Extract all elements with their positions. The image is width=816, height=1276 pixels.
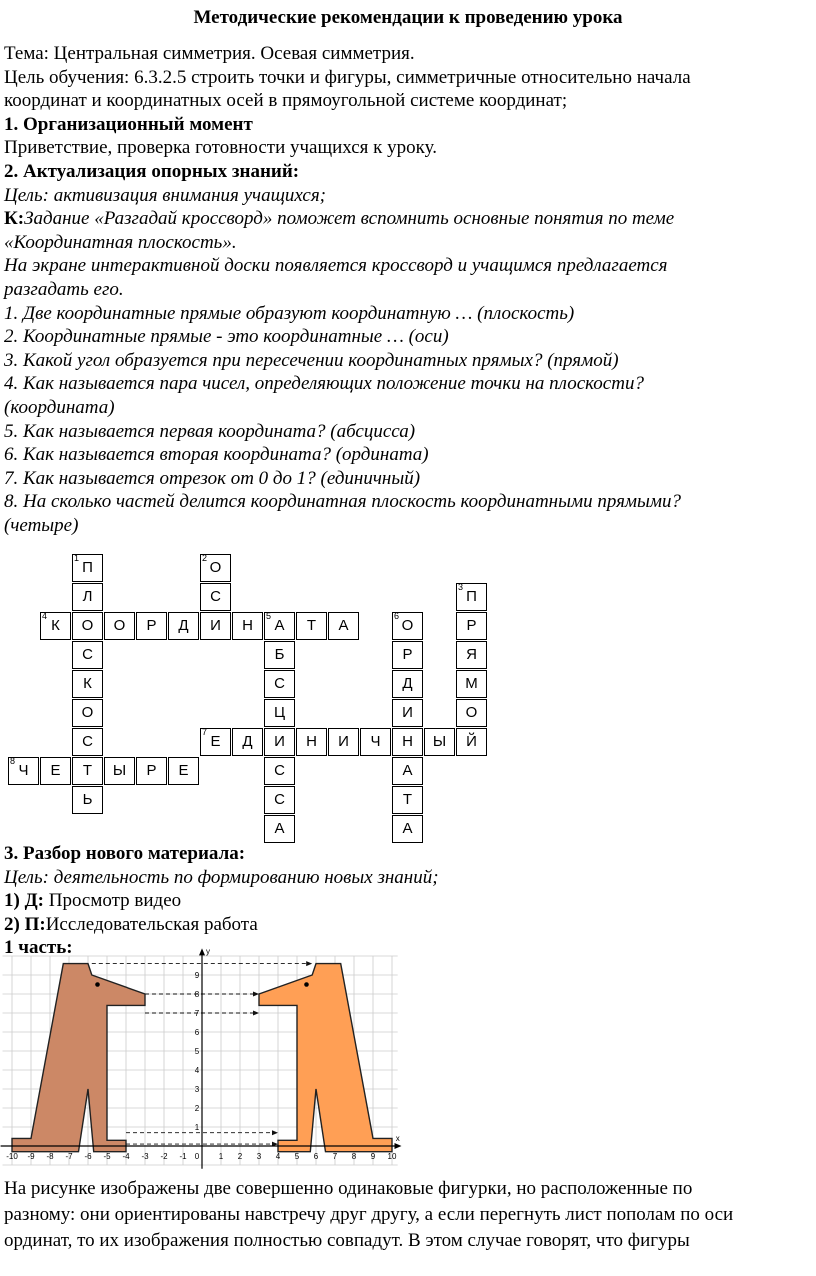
- crossword-cell: [136, 757, 167, 785]
- closing-line-3: ординат, то их изображения полностью совпадут. В этом случае говорят, что фигуры: [4, 1230, 690, 1251]
- y-tick-label: 9: [194, 971, 200, 980]
- x-tick-label: -2: [160, 1152, 168, 1161]
- crossword-letter: А: [274, 617, 285, 634]
- crossword-letter: Н: [306, 733, 317, 750]
- crossword-cell: [424, 728, 455, 756]
- crossword-letter: С: [82, 733, 93, 750]
- crossword-cell: [456, 583, 487, 611]
- crossword-letter: Т: [402, 791, 413, 808]
- crossword-clue-number: 4: [42, 611, 48, 621]
- crossword-cell: [392, 757, 423, 785]
- crossword-cell: [72, 583, 103, 611]
- x-tick-label: 7: [332, 1152, 338, 1161]
- crossword-cell: [456, 670, 487, 698]
- crossword-letter: Р: [466, 617, 477, 634]
- crossword-letter: А: [402, 762, 413, 779]
- crossword-letter: Ц: [273, 704, 286, 721]
- left-figure: [12, 964, 145, 1152]
- task-text: Задание «Разгадай кроссворд» поможет вспомнить основные понятия по теме: [24, 208, 675, 230]
- crossword-letter: Б: [274, 646, 285, 663]
- crossword-letter: Т: [82, 762, 93, 779]
- crossword-clue-number: 6: [394, 611, 400, 621]
- x-tick-label: 1: [218, 1152, 224, 1161]
- crossword-cell: [392, 728, 423, 756]
- crossword-letter: П: [466, 588, 477, 605]
- crossword-grid: [0, 550, 816, 840]
- crossword-letter: Р: [146, 762, 157, 779]
- x-tick-label: 5: [294, 1152, 300, 1161]
- question-3: 3. Какой угол образуется при пересечении координатных прямых? (прямой): [4, 349, 619, 371]
- crossword-letter: М: [465, 675, 478, 692]
- crossword-letter: О: [81, 704, 94, 721]
- x-tick-label: 3: [256, 1152, 262, 1161]
- crossword-clue-number: 7: [202, 727, 208, 737]
- crossword-clue-number: 5: [266, 611, 272, 621]
- y-tick-label: 1: [194, 1123, 200, 1132]
- item-2-text: Исследовательская работа: [45, 913, 258, 935]
- y-tick-label: 6: [194, 1028, 200, 1037]
- crossword-cell: [264, 699, 295, 727]
- section-3-item-1: [4, 889, 812, 913]
- crossword-letter: С: [274, 791, 285, 808]
- crossword-letter: О: [465, 704, 478, 721]
- item-2-label: 2) П:: [4, 913, 46, 935]
- x-tick-label: 9: [370, 1152, 376, 1161]
- question-8: 8. На сколько частей делится координатная плоскость координатными прямыми?: [4, 491, 682, 513]
- crossword-cell: [104, 757, 135, 785]
- crossword-cell: [40, 612, 71, 640]
- part-1-heading: 1 часть:: [4, 937, 73, 959]
- crossword-letter: О: [401, 617, 414, 634]
- x-tick-label: 6: [313, 1152, 319, 1161]
- crossword-cell: [72, 554, 103, 582]
- crossword-cell: [456, 728, 487, 756]
- y-tick-label: 4: [194, 1066, 200, 1075]
- section-3-item-2: [4, 913, 812, 937]
- x-tick-label: -4: [122, 1152, 130, 1161]
- crossword-cell: [360, 728, 391, 756]
- crossword-letter: Д: [242, 733, 253, 750]
- y-tick-label: 7: [194, 1009, 200, 1018]
- crossword-cell: [168, 757, 199, 785]
- crossword-cell: [72, 612, 103, 640]
- crossword-letter: А: [402, 820, 413, 837]
- crossword-cell: [200, 554, 231, 582]
- question-6: 6. Как называется вторая координата? (ордината): [4, 444, 429, 466]
- question-7: 7. Как называется отрезок от 0 до 1? (единичный): [4, 467, 421, 489]
- x-tick-label: -8: [46, 1152, 54, 1161]
- crossword-cell: [200, 728, 231, 756]
- crossword-cell: [264, 815, 295, 843]
- crossword-letter: Д: [402, 675, 413, 692]
- crossword-letter: С: [274, 675, 285, 692]
- crossword-cell: [136, 612, 167, 640]
- crossword-letter: Ы: [112, 762, 127, 779]
- crossword-letter: Ы: [432, 733, 447, 750]
- crossword-letter: Е: [210, 733, 221, 750]
- left-figure-eye: [95, 982, 100, 987]
- section-2-heading: 2. Актуализация опорных знаний:: [4, 160, 300, 182]
- crossword-cell: [264, 728, 295, 756]
- item-1-label: 1) Д:: [4, 890, 44, 912]
- crossword-clue-number: 3: [458, 582, 464, 592]
- crossword-cell: [72, 670, 103, 698]
- arrow-head: [272, 1130, 278, 1135]
- y-tick-label: 5: [194, 1047, 200, 1056]
- right-figure: [259, 964, 392, 1152]
- crossword-letter: П: [82, 559, 93, 576]
- crossword-letter: Р: [402, 646, 413, 663]
- crossword-letter: А: [274, 820, 285, 837]
- crossword-cell: [264, 612, 295, 640]
- arrow-head: [253, 992, 259, 997]
- section-3-goal: Цель: деятельность по формированию новых знаний;: [4, 866, 439, 888]
- crossword-letter: О: [81, 617, 94, 634]
- arrow-head: [253, 1011, 259, 1016]
- crossword-letter: С: [210, 588, 221, 605]
- crossword-cell: [264, 757, 295, 785]
- topic-line: Тема: Центральная симметрия. Осевая симметрия.: [4, 43, 415, 64]
- crossword-letter: О: [209, 559, 222, 576]
- crossword-cell: [72, 728, 103, 756]
- crossword-clue-number: 2: [202, 553, 208, 563]
- document-page: [4, 0, 812, 537]
- section-2-task-line-2: «Координатная плоскость».: [4, 231, 237, 253]
- crossword-letter: К: [83, 675, 92, 692]
- crossword-cell: [392, 815, 423, 843]
- crossword-letter: А: [338, 617, 349, 634]
- crossword-letter: И: [402, 704, 413, 721]
- crossword-clue-number: 1: [74, 553, 80, 563]
- y-tick-label: 3: [194, 1085, 200, 1094]
- crossword-letter: И: [338, 733, 349, 750]
- question-8-answer: (четыре): [4, 514, 79, 536]
- section-1-heading: 1. Организационный момент: [4, 113, 253, 135]
- closing-paragraph: [4, 1176, 812, 1254]
- section-2-screen-line-2: разгадать его.: [4, 278, 124, 300]
- crossword-letter: Я: [466, 646, 477, 663]
- arrow-head: [306, 961, 312, 966]
- crossword-letter: С: [82, 646, 93, 663]
- crossword-cell: [392, 786, 423, 814]
- crossword-letter: Т: [306, 617, 317, 634]
- closing-line-2: разному: они ориентированы навстречу друг другу, а если перегнуть лист пополам по оси: [4, 1204, 734, 1225]
- question-4: 4. Как называется пара чисел, определяющих положение точки на плоскости?: [4, 373, 644, 395]
- crossword-cell: [392, 641, 423, 669]
- y-tick-label: 8: [194, 990, 200, 999]
- crossword-cell: [72, 786, 103, 814]
- crossword-cell: [392, 670, 423, 698]
- section-2-goal: Цель: активизация внимания учащихся;: [4, 184, 326, 206]
- x-tick-label: 2: [237, 1152, 243, 1161]
- x-tick-label: -10: [6, 1152, 18, 1161]
- x-tick-label: -7: [65, 1152, 73, 1161]
- crossword-cell: [40, 757, 71, 785]
- crossword-letter: Д: [178, 617, 189, 634]
- crossword-letter: И: [210, 617, 221, 634]
- x-tick-label: -3: [141, 1152, 149, 1161]
- goal-line-1: Цель обучения: 6.3.2.5 строить точки и фигуры, симметричные относительно начала: [4, 66, 691, 88]
- crossword-cell: [456, 641, 487, 669]
- crossword-letter: Ч: [370, 733, 381, 750]
- crossword-cell: [168, 612, 199, 640]
- crossword-cell: [72, 699, 103, 727]
- crossword-letter: Ч: [18, 762, 29, 779]
- x-tick-label: -1: [179, 1152, 187, 1161]
- task-label: К:: [4, 208, 25, 230]
- crossword-cell: [232, 612, 263, 640]
- crossword-letter: Е: [50, 762, 61, 779]
- origin-label: 0: [194, 1152, 200, 1161]
- crossword-cell: [72, 641, 103, 669]
- crossword-cell: [72, 757, 103, 785]
- crossword-cell: [456, 612, 487, 640]
- x-tick-label: -5: [103, 1152, 111, 1161]
- question-2: 2. Координатные прямые - это координатные … (оси): [4, 326, 449, 348]
- x-tick-label: 8: [351, 1152, 357, 1161]
- x-axis-arrow: [395, 1143, 402, 1149]
- crossword-letter: О: [113, 617, 126, 634]
- crossword-letter: Н: [402, 733, 413, 750]
- section-2-screen-line-1: На экране интерактивной доски появляется кроссворд и учащимся предлагается: [4, 255, 668, 277]
- x-tick-label: 10: [387, 1152, 397, 1161]
- crossword-cell: [232, 728, 263, 756]
- crossword-cell: [200, 583, 231, 611]
- y-axis-label: y: [206, 947, 210, 957]
- crossword-cell: [104, 612, 135, 640]
- crossword-cell: [328, 728, 359, 756]
- crossword-cell: [264, 641, 295, 669]
- section-1-text: Приветствие, проверка готовности учащихся к уроку.: [4, 137, 437, 159]
- x-axis-label: x: [395, 1134, 400, 1143]
- crossword-cell: [296, 728, 327, 756]
- crossword-cell: [200, 612, 231, 640]
- crossword-letter: Л: [82, 588, 93, 605]
- crossword-letter: Р: [146, 617, 157, 634]
- x-tick-label: -6: [84, 1152, 92, 1161]
- page-title: Методические рекомендации к проведению урока: [193, 7, 623, 28]
- crossword-cell: [296, 612, 327, 640]
- item-1-text: Просмотр видео: [43, 890, 182, 912]
- crossword-letter: Е: [178, 762, 189, 779]
- crossword-cell: [392, 699, 423, 727]
- crossword-letter: Н: [242, 617, 253, 634]
- crossword-cell: [392, 612, 423, 640]
- x-tick-label: -9: [27, 1152, 35, 1161]
- crossword-cell: [8, 757, 39, 785]
- right-figure-eye: [304, 982, 309, 987]
- section-3-heading: 3. Разбор нового материала:: [4, 843, 246, 864]
- goal-line-2: координат и координатных осей в прямоугольной системе координат;: [4, 90, 568, 112]
- crossword-cell: [264, 670, 295, 698]
- y-tick-label: 2: [194, 1104, 200, 1113]
- section-3: [4, 842, 812, 960]
- x-tick-label: 4: [275, 1152, 281, 1161]
- crossword-clue-number: 8: [10, 756, 16, 766]
- crossword-letter: Й: [466, 733, 477, 750]
- question-5: 5. Как называется первая координата? (абсцисса): [4, 420, 416, 442]
- section-2-task-line-1: [4, 207, 812, 231]
- crossword-cell: [456, 699, 487, 727]
- question-1: 1. Две координатные прямые образуют координатную … (плоскость): [4, 302, 575, 324]
- crossword-cell: [328, 612, 359, 640]
- crossword-letter: С: [274, 762, 285, 779]
- crossword-cell: [264, 786, 295, 814]
- crossword-letter: Ь: [82, 791, 93, 808]
- question-4-answer: (координата): [4, 396, 115, 418]
- closing-line-1: На рисунке изображены две совершенно одинаковые фигурки, но расположенные по: [4, 1178, 693, 1199]
- crossword-letter: К: [51, 617, 60, 634]
- crossword-letter: И: [274, 733, 285, 750]
